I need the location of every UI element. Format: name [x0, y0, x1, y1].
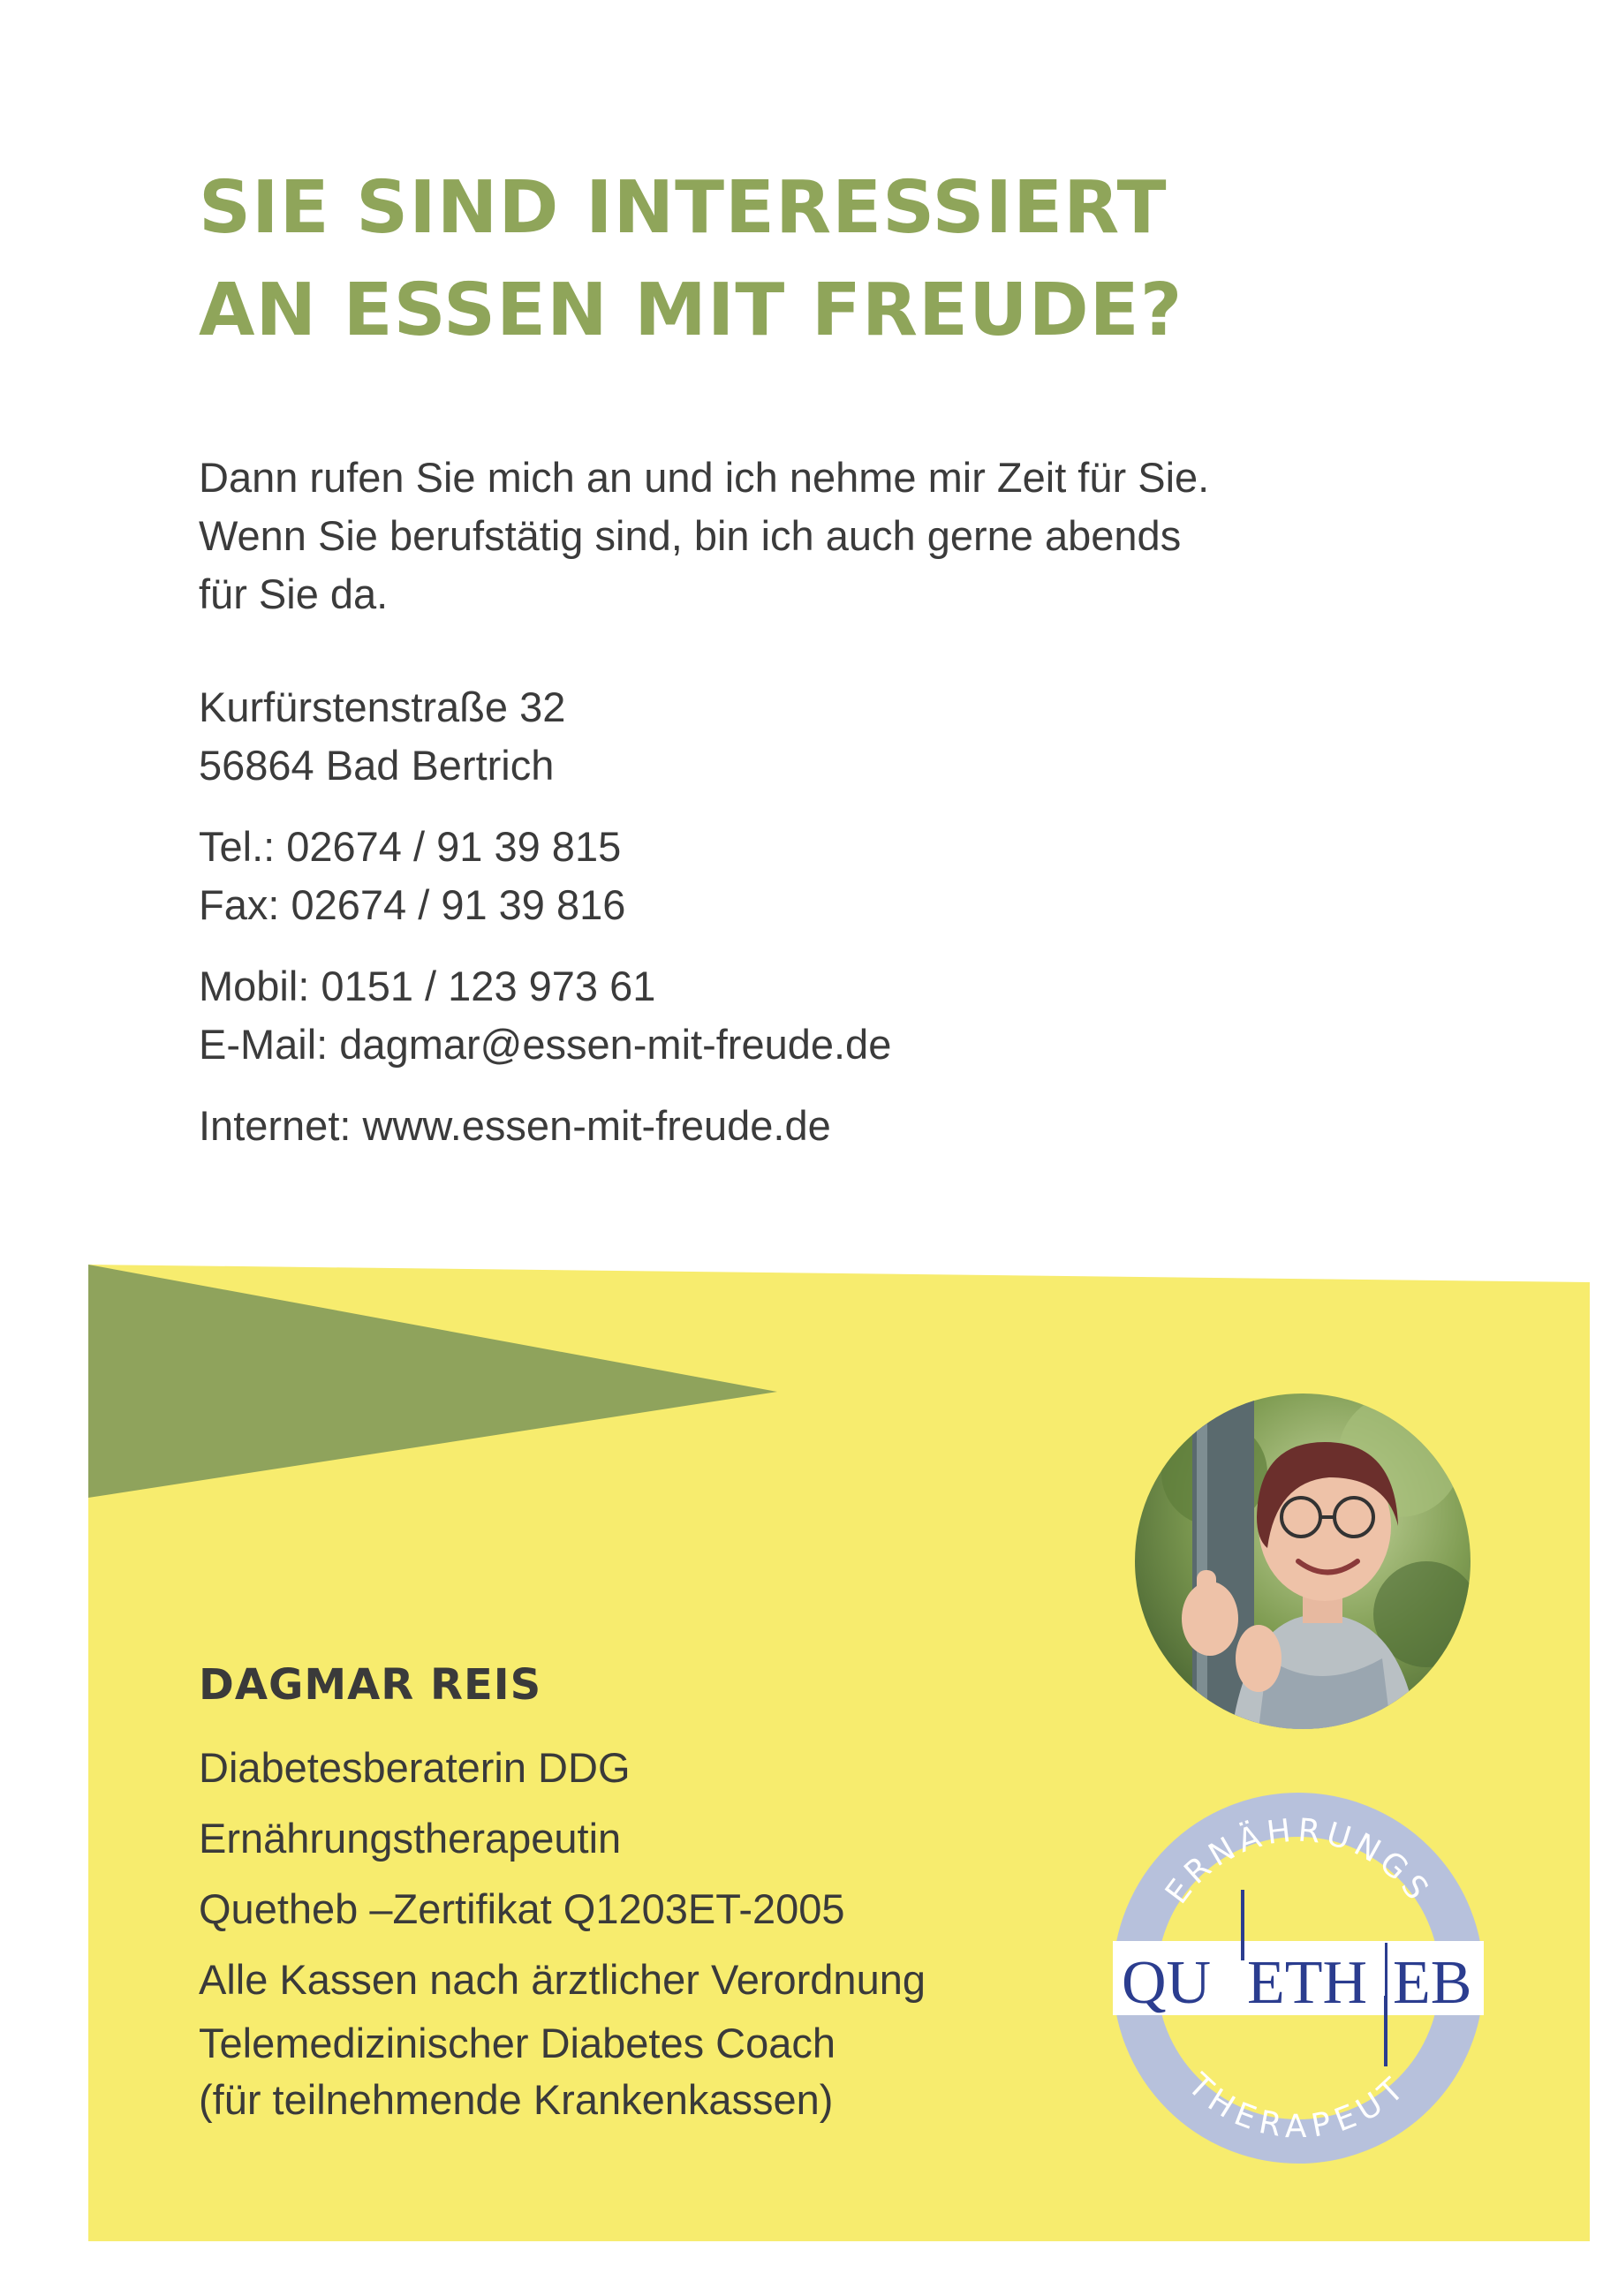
qualification-item: Quetheb –Zertifikat Q1203ET-2005: [199, 1885, 845, 1932]
logo-bar-left: [1241, 1890, 1244, 1960]
logo-bar-mid: [1385, 1943, 1387, 2013]
phone-fax: [199, 818, 1347, 934]
headline-line-1: SIE SIND INTERESSIERT: [199, 166, 1168, 250]
mobile-number: Mobil: 0151 / 123 973 61: [199, 963, 656, 1009]
profile-name: DAGMAR REIS: [199, 1660, 542, 1710]
website-url: Internet: www.essen-mit-freude.de: [199, 1102, 831, 1149]
fax-number: Fax: 02674 / 91 39 816: [199, 881, 626, 928]
portrait-illustration: [1135, 1393, 1471, 1729]
address-city: 56864 Bad Bertrich: [199, 742, 555, 789]
qualifications-list: [199, 1733, 1082, 2128]
contact-block: [199, 678, 1347, 1178]
headline-line-2: AN ESSEN MIT FREUDE?: [199, 268, 1183, 352]
qualification-item: Ernährungstherapeutin: [199, 1815, 622, 1862]
phone-number: Tel.: 02674 / 91 39 815: [199, 823, 622, 870]
qualification-item: (für teilnehmende Krankenkassen): [199, 2076, 834, 2123]
logo-bottom-arc-text: THERAPEUT: [1181, 2066, 1416, 2146]
logo-text-eb: EB: [1393, 1949, 1472, 2017]
mobile-email: [199, 957, 1347, 1074]
quetheb-logo: [1095, 1775, 1501, 2181]
portrait-photo: [1135, 1393, 1471, 1729]
qualification-item: Alle Kassen nach ärztlicher Verordnung: [199, 1956, 926, 2003]
logo-text-eth: ETH: [1247, 1949, 1368, 2017]
email-address: E-Mail: dagmar@essen-mit-freude.de: [199, 1021, 892, 1068]
address-street: Kurfürstenstraße 32: [199, 684, 566, 730]
intro-line-1: Dann rufen Sie mich an und ich nehme mir Zeit für Sie.: [199, 454, 1210, 501]
qualification-item: Telemedizinischer Diabetes Coach: [199, 2020, 836, 2066]
intro-text: [199, 449, 1435, 623]
logo-top-arc-text: ERNÄHRUNGS: [1158, 1812, 1439, 1911]
intro-line-3: für Sie da.: [199, 570, 389, 617]
headline: [199, 157, 1523, 362]
website: [199, 1097, 1347, 1155]
address: [199, 678, 1347, 795]
qualification-item: Diabetesberaterin DDG: [199, 1744, 631, 1791]
intro-line-2: Wenn Sie berufstätig sind, bin ich auch gerne abends: [199, 512, 1182, 559]
logo-text-qu: QU: [1122, 1949, 1212, 2017]
